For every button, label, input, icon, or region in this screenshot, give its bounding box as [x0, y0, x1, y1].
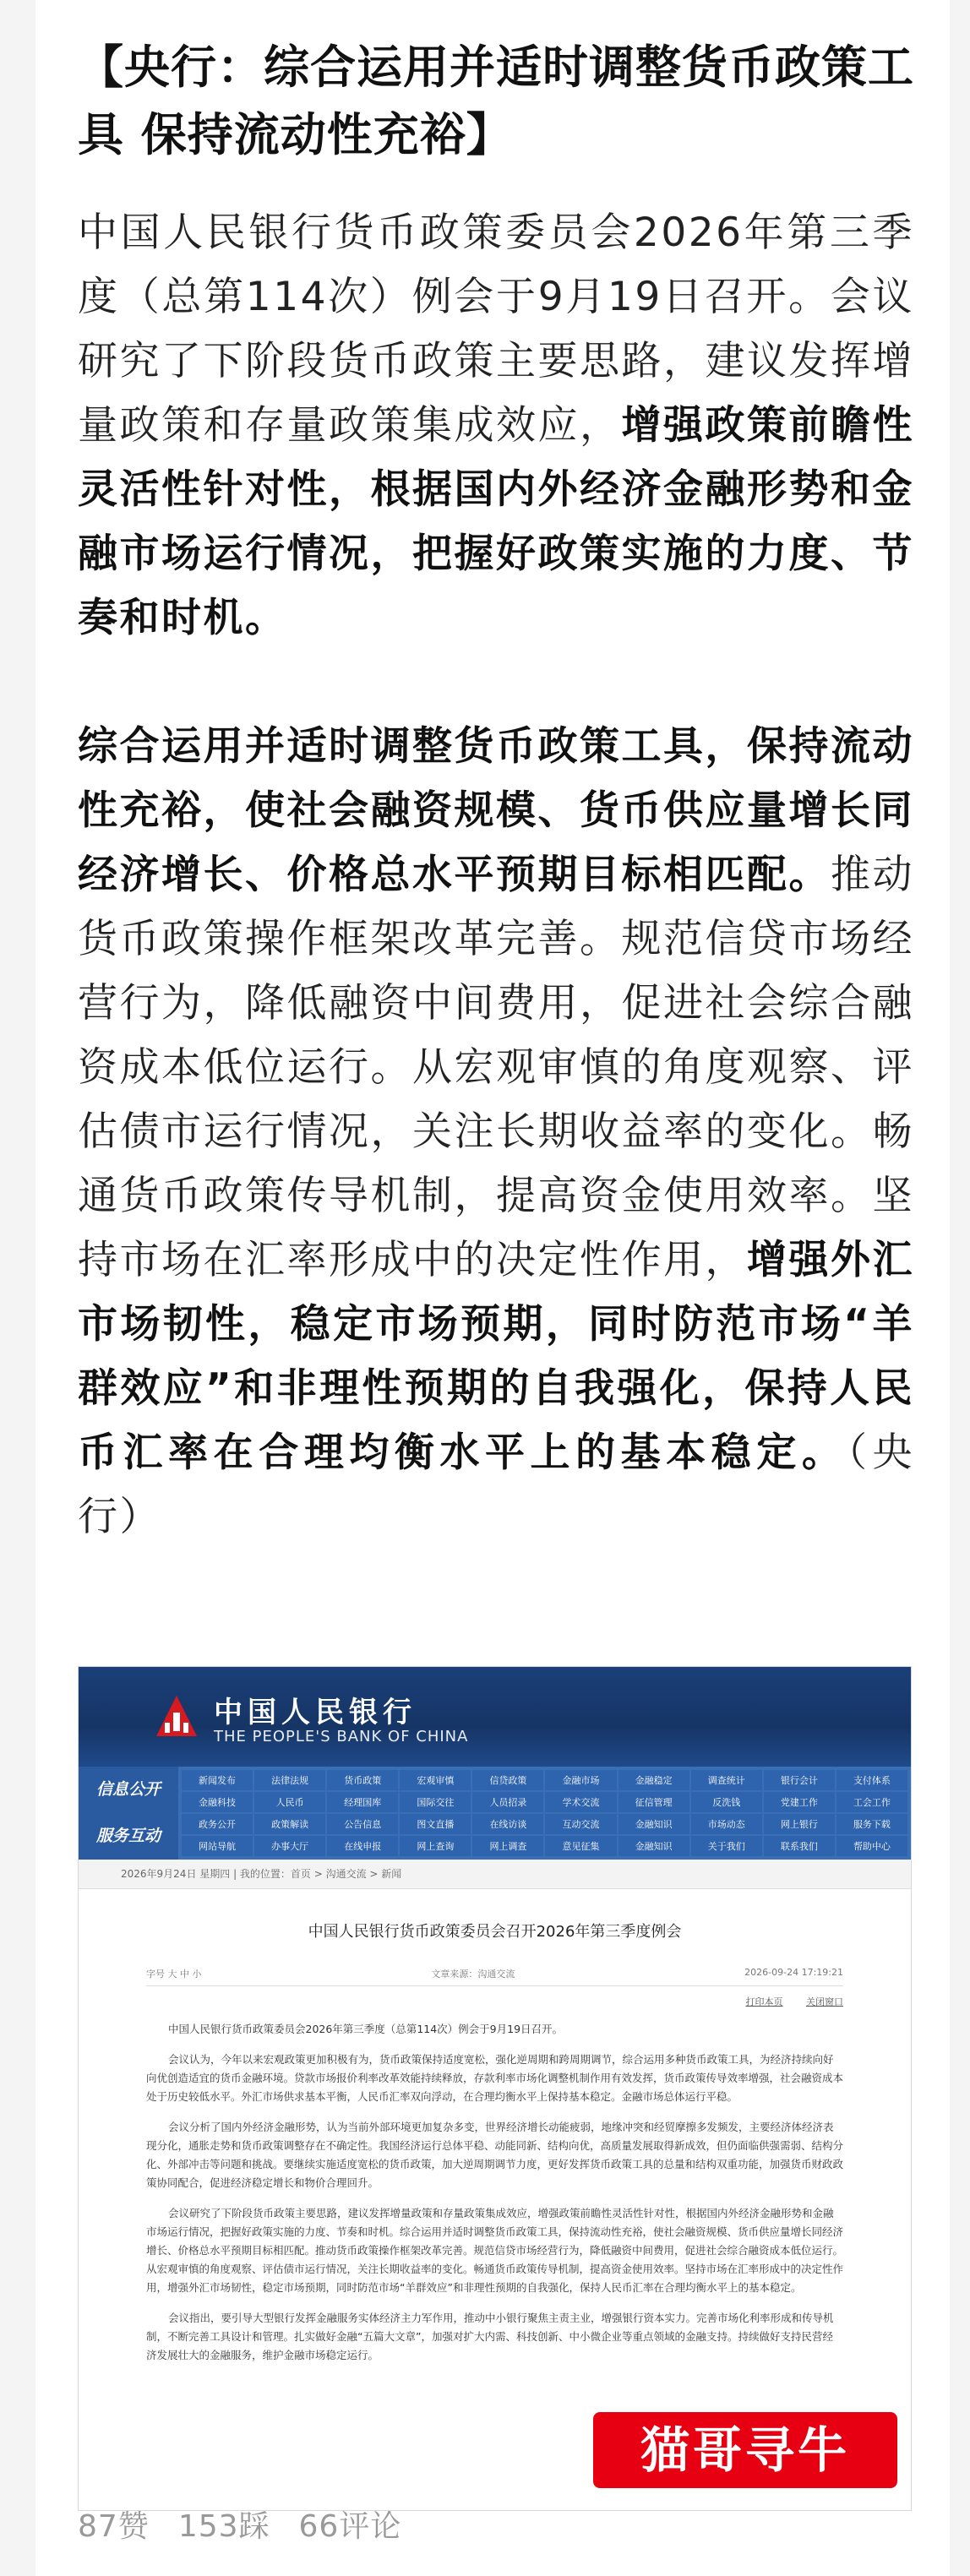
article-source: 文章来源：沟通交流 — [431, 1969, 515, 1980]
document-paragraph: 会议指出，要引导大型银行发挥金融服务实体经济主力军作用，推动中小银行聚焦主责主业，增强银行资本实力。完善市场化利率形成和传导机制，不断完善工具设计和管理。扎实做好金融“五篇大文章”，加强对扩大内需、科技创新、中小微企业等重点领域的金融支持。持续做好支持民营经济发展壮大的金融服务，维护金融市场稳定运行。 — [146, 2312, 834, 2361]
nav-item[interactable]: 金融科技 — [182, 1792, 253, 1812]
paragraph-1-bold: 增强政策前瞻性灵活性针对性，根据国内外经济金融形势和金融市场运行情况，把握好政策实施的力度、节奏和时机。 — [78, 402, 914, 641]
nav-item[interactable]: 金融知识 — [619, 1814, 689, 1834]
article-content — [78, 34, 914, 1549]
paragraph-2-normal-2: （央行） — [78, 1430, 915, 1540]
nav-side-service[interactable]: 服务互动 — [95, 1827, 161, 1845]
watermark-badge: 猫哥寻牛 — [593, 2412, 897, 2488]
nav-item[interactable]: 网站导航 — [182, 1836, 253, 1856]
nav-item[interactable]: 党建工作 — [764, 1792, 835, 1812]
dislike-count[interactable]: 153踩 — [177, 2509, 270, 2544]
nav-item[interactable]: 公告信息 — [327, 1814, 398, 1834]
nav-item[interactable]: 宏观审慎 — [400, 1770, 471, 1790]
bank-name-en: THE PEOPLE'S BANK OF CHINA — [214, 1728, 469, 1745]
nav-item[interactable]: 支付体系 — [836, 1770, 907, 1790]
nav-item[interactable]: 市场动态 — [691, 1814, 762, 1834]
pboc-header — [79, 1667, 911, 1767]
embedded-screenshot[interactable] — [78, 1666, 912, 2511]
nav-item[interactable]: 意见征集 — [545, 1836, 616, 1856]
document-area — [79, 1889, 911, 2365]
article-paragraph-1 — [78, 201, 914, 651]
nav-item[interactable]: 网上查询 — [400, 1836, 471, 1856]
nav-side-info[interactable]: 信息公开 — [95, 1780, 161, 1799]
paragraph-2-bold-2: 增强外汇市场韧性，稳定市场预期，同时防范市场“羊群效应”和非理性预期的自我强化，保持人民币汇率在合理均衡水平上的基本稳定。 — [78, 1237, 914, 1476]
nav-item[interactable]: 服务下载 — [836, 1814, 907, 1834]
nav-item[interactable]: 网上调查 — [472, 1836, 543, 1856]
close-window-link[interactable]: 关闭窗口 — [806, 1996, 843, 2007]
nav-item[interactable]: 金融市场 — [545, 1770, 616, 1790]
nav-grid — [182, 1770, 907, 1856]
nav-item[interactable]: 关于我们 — [691, 1836, 762, 1856]
document-paragraph: 会议分析了国内外经济金融形势，认为当前外部环境更加复杂多变，世界经济增长动能疲弱，地缘冲突和经贸摩擦多发频发，主要经济体经济表现分化，通胀走势和货币政策调整存在不确定性。我国经济运行总体平稳、动能同新、结构向优，高质量发展取得新成效，但仍面临供强需弱、结构分化、外部冲击等问题和挑战。要继续实施适度宽松的货币政策，加大逆周期调节力度，更好发挥货币政策工具的总量和结构双重功能，加强货币财政政策协同配合，促进经济稳定增长和物价合理回升。 — [146, 2121, 844, 2189]
nav-item[interactable]: 征信管理 — [619, 1792, 689, 1812]
nav-item[interactable]: 金融稳定 — [619, 1770, 689, 1790]
article-title: 【央行：综合运用并适时调整货币政策工具 保持流动性充裕】 — [78, 41, 914, 161]
like-count[interactable]: 87赞 — [78, 2509, 150, 2544]
paragraph-1-normal: 中国人民银行货币政策委员会2026年第三季度（总第114次）例会于9月19日召开。会议研究了下阶段货币政策主要思路，建议发挥增量政策和存量政策集成效应， — [78, 210, 914, 449]
nav-item[interactable]: 货币政策 — [327, 1770, 398, 1790]
nav-item[interactable]: 网上银行 — [764, 1814, 835, 1834]
nav-item[interactable]: 工会工作 — [836, 1792, 907, 1812]
font-size-controls[interactable]: 字号 大 中 小 — [146, 1969, 202, 1980]
nav-item[interactable]: 调查统计 — [691, 1770, 762, 1790]
breadcrumb: 2026年9月24日 星期四 | 我的位置：首页 > 沟通交流 > 新闻 — [79, 1860, 911, 1889]
engagement-stats — [78, 2502, 401, 2546]
nav-item[interactable]: 在线申报 — [327, 1836, 398, 1856]
nav-item[interactable]: 帮助中心 — [836, 1836, 907, 1856]
nav-item[interactable]: 新闻发布 — [182, 1770, 253, 1790]
document-paragraph: 会议研究了下阶段货币政策主要思路，建议发挥增量政策和存量政策集成效应，增强政策前瞻性灵活性针对性，根据国内外经济金融形势和金融市场运行情况，把握好政策实施的力度、节奏和时机。综合运用并适时调整货币政策工具，保持流动性充裕，使社会融资规模、货币供应量增长同经济增长、价格总水平预期目标相匹配。推动货币政策操作框架改革完善。规范信贷市场经营行为，降低融资中间费用，促进社会综合融资成本低位运行。从宏观审慎的角度观察、评估债市运行情况，关注长期收益率的变化。畅通货币政策传导机制，提高资金使用效率。坚持市场在汇率形成中的决定性作用，增强外汇市场韧性，稳定市场预期，同时防范市场“羊群效应”和非理性预期的自我强化，保持人民币汇率在合理均衡水平上的基本稳定。 — [146, 2207, 844, 2294]
comment-count[interactable]: 66评论 — [298, 2509, 402, 2544]
pboc-nav — [79, 1767, 911, 1860]
document-paragraph: 会议认为，今年以来宏观政策更加积极有为，货币政策保持适度宽松，强化逆周期和跨周期调节，综合运用多种货币政策工具，为经济持续向好向优创造适宜的货币金融环境。贷款市场报价利率改革效能持续释放，存款利率市场化调整机制作用有效发挥，货币政策传导效率增强，社会融资成本处于历史较低水平。外汇市场供求基本平衡，人民币汇率双向浮动，在合理均衡水平上保持基本稳定。金融市场总体运行平稳。 — [146, 2053, 844, 2103]
article-date: 2026-09-24 17:19:21 — [744, 1967, 843, 1978]
nav-item[interactable]: 经理国库 — [327, 1792, 398, 1812]
document-meta — [146, 1967, 843, 1986]
document-title: 中国人民银行货币政策委员会召开2026年第三季度例会 — [308, 1923, 682, 1941]
nav-item[interactable]: 人民币 — [254, 1792, 325, 1812]
nav-item[interactable]: 银行会计 — [764, 1770, 835, 1790]
nav-side — [79, 1767, 178, 1860]
nav-item[interactable]: 政务公开 — [182, 1814, 253, 1834]
nav-item[interactable]: 互动交流 — [545, 1814, 616, 1834]
nav-item[interactable]: 信贷政策 — [472, 1770, 543, 1790]
nav-item[interactable]: 政策解读 — [254, 1814, 325, 1834]
paragraph-2-bold-1: 综合运用并适时调整货币政策工具，保持流动性充裕，使社会融资规模、货币供应量增长同经济增长、价格总水平预期目标相匹配。 — [78, 723, 914, 898]
nav-item[interactable]: 国际交往 — [400, 1792, 471, 1812]
nav-item[interactable]: 金融知识 — [619, 1836, 689, 1856]
print-link[interactable]: 打印本页 — [745, 1996, 783, 2007]
nav-item[interactable]: 联系我们 — [764, 1836, 835, 1856]
document-paragraph: 中国人民银行货币政策委员会2026年第三季度（总第114次）例会于9月19日召开。 — [168, 2023, 564, 2035]
document-tools — [146, 1995, 843, 2008]
paragraph-2-normal-1: 推动货币政策操作框架改革完善。规范信贷市场经营行为，降低融资中间费用，促进社会综合融资成本低位运行。从宏观审慎的角度观察、评估债市运行情况，关注长期收益率的变化。畅通货币政策传导机制，提高资金使用效率。坚持市场在汇率形成中的决定性作用， — [78, 852, 914, 1283]
nav-item[interactable]: 反洗钱 — [691, 1792, 762, 1812]
nav-item[interactable]: 法律法规 — [254, 1770, 325, 1790]
bank-name-cn: 中国人民银行 — [214, 1696, 417, 1729]
nav-item[interactable]: 人员招录 — [472, 1792, 543, 1812]
nav-item[interactable]: 在线访谈 — [472, 1814, 543, 1834]
nav-item[interactable]: 办事大厅 — [254, 1836, 325, 1856]
article-paragraph-2 — [78, 715, 914, 1549]
nav-item[interactable]: 学术交流 — [545, 1792, 616, 1812]
pboc-logo-icon — [153, 1692, 200, 1740]
nav-item[interactable]: 图文直播 — [400, 1814, 471, 1834]
